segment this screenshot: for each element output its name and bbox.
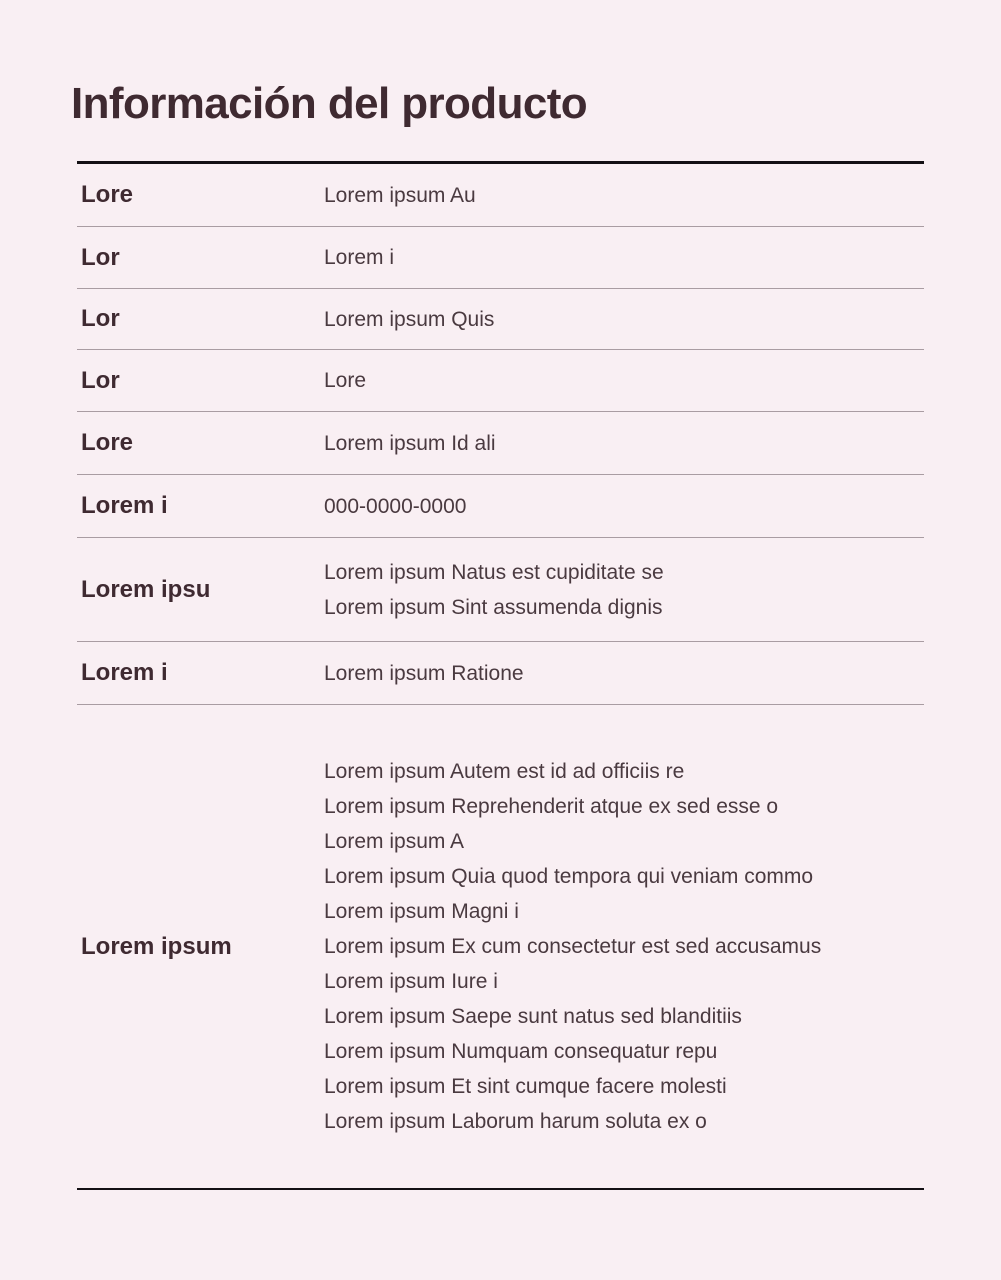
row-label: Lorem i: [81, 659, 168, 686]
row-label: Lor: [81, 243, 120, 271]
row-value: [324, 489, 924, 524]
row-value-line: Lorem ipsum A: [324, 830, 465, 853]
row-value-line: Lorem ipsum Sint assumenda dignis: [324, 595, 663, 619]
row-value-line: Lorem ipsum Et sint cumque facere molesti: [324, 1075, 727, 1098]
row-value: [324, 555, 924, 625]
row-value-line: Lorem ipsum Ex cum consectetur est sed accusamus: [324, 935, 822, 958]
row-value: [324, 240, 924, 275]
row-value-line: Lorem ipsum Quia quod tempora qui veniam commo: [324, 865, 814, 888]
row-value-line: Lorem ipsum Reprehenderit atque ex sed esse o: [324, 795, 779, 818]
table-row: [77, 642, 924, 705]
table-row: [77, 412, 924, 475]
row-value: [324, 754, 924, 1139]
row-value: [324, 656, 924, 691]
row-value-line: 000-0000-0000: [324, 494, 467, 518]
row-label: Lorem ipsu: [81, 575, 211, 603]
row-value-line: Lorem ipsum Id ali: [324, 431, 496, 455]
table-row: [77, 350, 924, 412]
table-row: [77, 475, 924, 538]
row-value-line: Lorem i: [324, 246, 395, 269]
table-row: [77, 705, 924, 1188]
table-row: [77, 289, 924, 350]
row-label: Lor: [81, 366, 120, 394]
row-label: Lore: [81, 429, 134, 456]
row-label: Lore: [81, 181, 134, 208]
row-value: [324, 363, 924, 398]
row-value-line: Lore: [324, 369, 367, 392]
row-value-line: Lorem ipsum Autem est id ad officiis re: [324, 760, 685, 783]
row-value-line: Lorem ipsum Ratione: [324, 661, 524, 685]
table-row: [77, 227, 924, 289]
row-value-line: Lorem ipsum Magni i: [324, 900, 519, 923]
row-value: [324, 426, 924, 461]
table-row: [77, 164, 924, 227]
row-value-line: Lorem ipsum Au: [324, 183, 476, 207]
page-title: Información del producto: [71, 79, 588, 128]
row-value-line: Lorem ipsum Quis: [324, 307, 495, 331]
product-info-table: [77, 161, 924, 1190]
row-value: [324, 178, 924, 213]
row-value-line: Lorem ipsum Saepe sunt natus sed blanditiis: [324, 1005, 742, 1028]
row-value-line: Lorem ipsum Natus est cupiditate se: [324, 560, 664, 584]
row-value-line: Lorem ipsum Iure i: [324, 970, 498, 993]
table-row: [77, 538, 924, 642]
row-value: [324, 302, 924, 337]
row-value-line: Lorem ipsum Laborum harum soluta ex o: [324, 1110, 707, 1133]
row-label: Lorem ipsum: [81, 932, 232, 960]
row-value-line: Lorem ipsum Numquam consequatur repu: [324, 1040, 718, 1063]
row-label: Lorem i: [81, 492, 168, 519]
row-label: Lor: [81, 305, 120, 332]
